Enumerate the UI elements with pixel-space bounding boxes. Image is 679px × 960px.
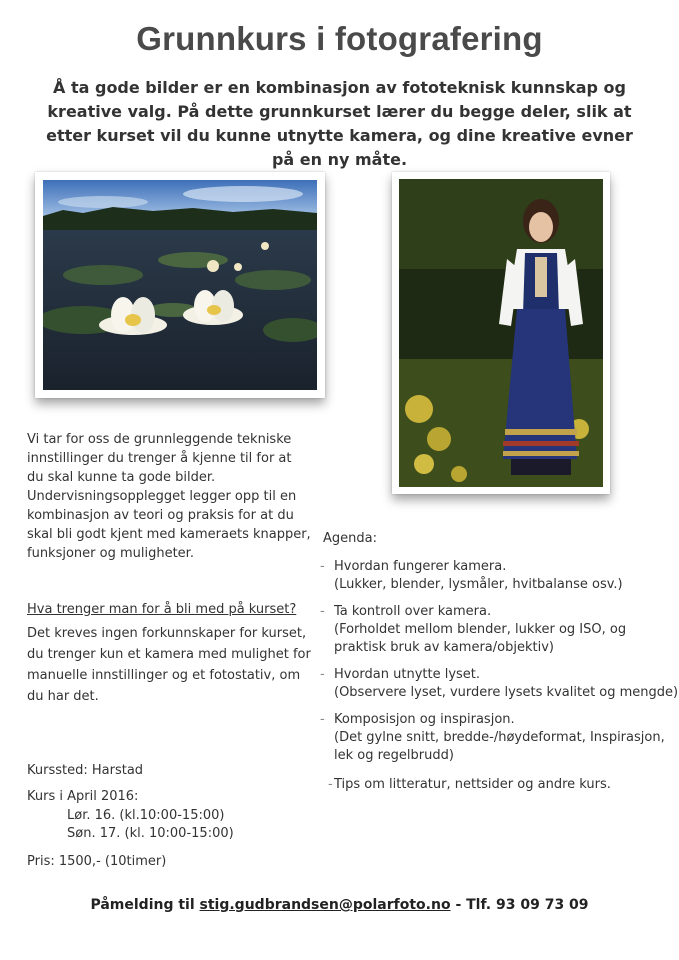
agenda-title: Agenda: [323, 531, 377, 546]
course-date-saturday: Lør. 16. (kl.10:00-15:00) [67, 808, 225, 823]
agenda-item-title: Tips om litteratur, nettsider og andre kurs. [334, 777, 611, 792]
agenda-item-detail: (Lukker, blender, lysmåler, hvitbalanse osv.) [334, 577, 623, 592]
signup-email-link[interactable]: stig.gudbrandsen@polarfoto.no [199, 897, 451, 913]
signup-phone: - Tlf. 93 09 73 09 [455, 897, 589, 913]
agenda-item-detail-2: lek og regelbrudd) [334, 748, 454, 763]
list-dash: - [320, 712, 325, 727]
water-lily-photo [35, 172, 325, 398]
course-date-sunday: Søn. 17. (kl. 10:00-15:00) [67, 826, 234, 841]
signup-prefix: Påmelding til [90, 897, 195, 913]
intro-text: Å ta gode bilder er en kombinasjon av fototeknisk kunnskap og kreative valg. På dette grunnkurset lærer du begge deler, slik at etter kurset vil du kunne utnytte kamera, og dine kreative evner på en ny måte. [46, 78, 633, 169]
list-dash: - [320, 667, 325, 682]
girl-in-bunad-photo [392, 172, 610, 494]
agenda-item-title: Ta kontroll over kamera. [334, 604, 492, 619]
agenda-item-title: Komposisjon og inspirasjon. [334, 712, 515, 727]
agenda-item-detail-2: praktisk bruk av kamera/objektiv) [334, 640, 554, 655]
agenda-item-title: Hvordan utnytte lyset. [334, 667, 481, 682]
requirements-text: Det kreves ingen forkunnskaper for kurset, du trenger kun et kamera med mulighet for manuelle innstillinger og et fotostativ, om du har det. [27, 626, 311, 704]
agenda-item-detail: (Det gylne snitt, bredde-/høydeformat, Inspirasjon, [334, 730, 665, 745]
signup-footer [0, 897, 679, 913]
course-description: Vi tar for oss de grunnleggende tekniske innstillinger du trenger å kjenne til for at du skal kunne ta gode bilder. Undervisningsopplegget legger opp til en kombinasjon av teori og praksis for at du skal bli godt kjent med kameraets knapper, funksjoner og muligheter. [27, 432, 311, 561]
agenda-item-detail: (Observere lyset, vurdere lysets kvalitet og mengde) [334, 685, 679, 700]
agenda-item-title: Hvordan fungerer kamera. [334, 559, 507, 574]
course-location: Kurssted: Harstad [27, 763, 144, 778]
agenda-item-detail: (Forholdet mellom blender, lukker og ISO, og [334, 622, 627, 637]
page-title: Grunnkurs i fotografering [136, 20, 543, 57]
list-dash: - [328, 777, 333, 792]
requirements-heading: Hva trenger man for å bli med på kurset? [27, 602, 297, 617]
course-dates-label: Kurs i April 2016: [27, 789, 139, 804]
list-dash: - [320, 559, 325, 574]
course-price: Pris: 1500,- (10timer) [27, 854, 167, 869]
list-dash: - [320, 604, 325, 619]
